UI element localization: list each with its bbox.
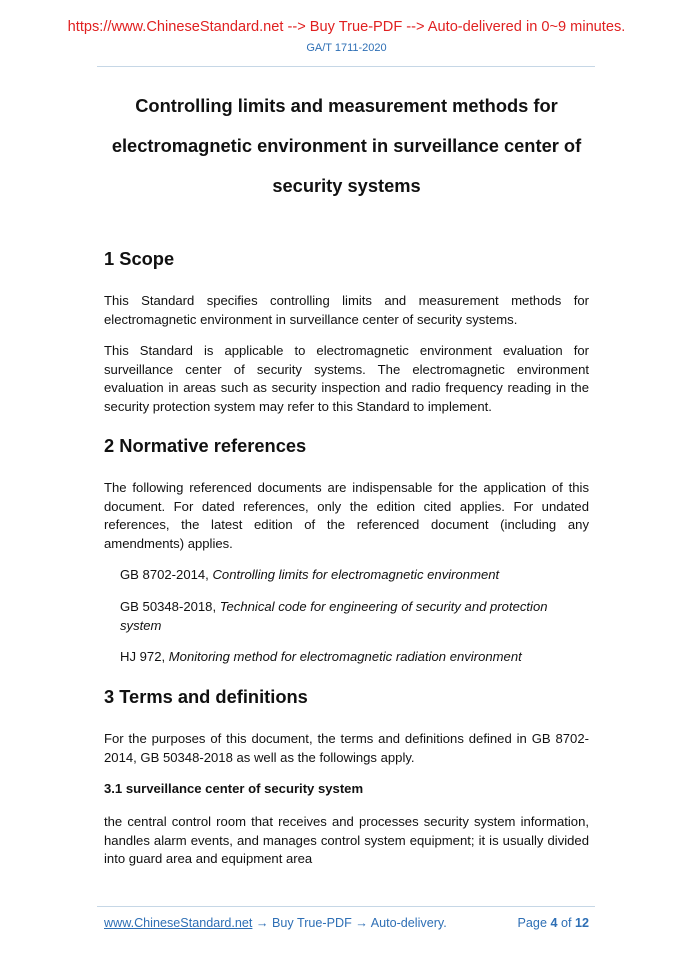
footer-site-link[interactable]: www.ChineseStandard.net xyxy=(104,916,253,930)
standard-code: GA/T 1711-2020 xyxy=(306,42,387,54)
section-2-paragraph-1: The following referenced documents are indispensable for the application of this document. For dated references, only the edition cited applies. For undated references, the latest edition of the referenced document (including any amendments) applies. xyxy=(104,480,589,551)
title-line-1: Controlling limits and measurement methods for xyxy=(135,95,558,116)
reference-title: Technical code for engineering of security and protection system xyxy=(120,599,548,633)
section-1-paragraph-2: This Standard is applicable to electromagnetic environment evaluation for surveillance center of security systems. The electromagnetic environment evaluation in areas such as security inspection and radio frequency reading in the security protection system may refer to this Standard to implement. xyxy=(104,343,589,414)
title-line-2: electromagnetic environment in surveillance center of xyxy=(111,135,582,156)
reference-title: Controlling limits for electromagnetic environment xyxy=(212,567,500,582)
reference-code: GB 50348-2018, xyxy=(120,599,217,614)
current-page-number: 4 xyxy=(550,916,558,930)
section-1-paragraph-1: This Standard specifies controlling limits and measurement methods for electromagnetic environment in surveillance center of security systems. xyxy=(104,293,589,327)
term-heading: 3.1 surveillance center of security system xyxy=(104,781,364,796)
total-pages: 12 xyxy=(574,916,589,930)
term-definition: the central control room that receives and processes security system information, handles alarm events, and manages control system equipment; it is usually divided into guard area and equipment area xyxy=(104,814,589,866)
title-line-3: security systems xyxy=(272,175,421,196)
footer-promo-text: → Buy True-PDF → Auto-delivery. xyxy=(252,916,447,930)
reference-code: HJ 972, xyxy=(120,649,166,664)
source-banner: https://www.ChineseStandard.net --> Buy True-PDF --> Auto-delivered in 0~9 minutes. xyxy=(67,19,626,35)
reference-item xyxy=(120,566,589,585)
footer-promo xyxy=(104,916,447,930)
page-of-label: of xyxy=(560,916,572,930)
section-3-heading: 3 Terms and definitions xyxy=(104,686,308,707)
footer-divider xyxy=(97,906,595,907)
section-3-paragraph-1: For the purposes of this document, the terms and definitions defined in GB 8702-2014, GB 50348-2018 as well as the followings apply. xyxy=(104,731,589,765)
reference-item xyxy=(120,598,589,635)
reference-item xyxy=(120,648,589,667)
document-title xyxy=(90,86,603,206)
section-2-heading: 2 Normative references xyxy=(104,435,307,456)
header-divider xyxy=(97,66,595,67)
page-indicator xyxy=(502,916,589,930)
page-label: Page xyxy=(517,916,547,930)
reference-title: Monitoring method for electromagnetic radiation environment xyxy=(168,649,522,664)
reference-code: GB 8702-2014, xyxy=(120,567,209,582)
section-1-heading: 1 Scope xyxy=(104,248,175,269)
